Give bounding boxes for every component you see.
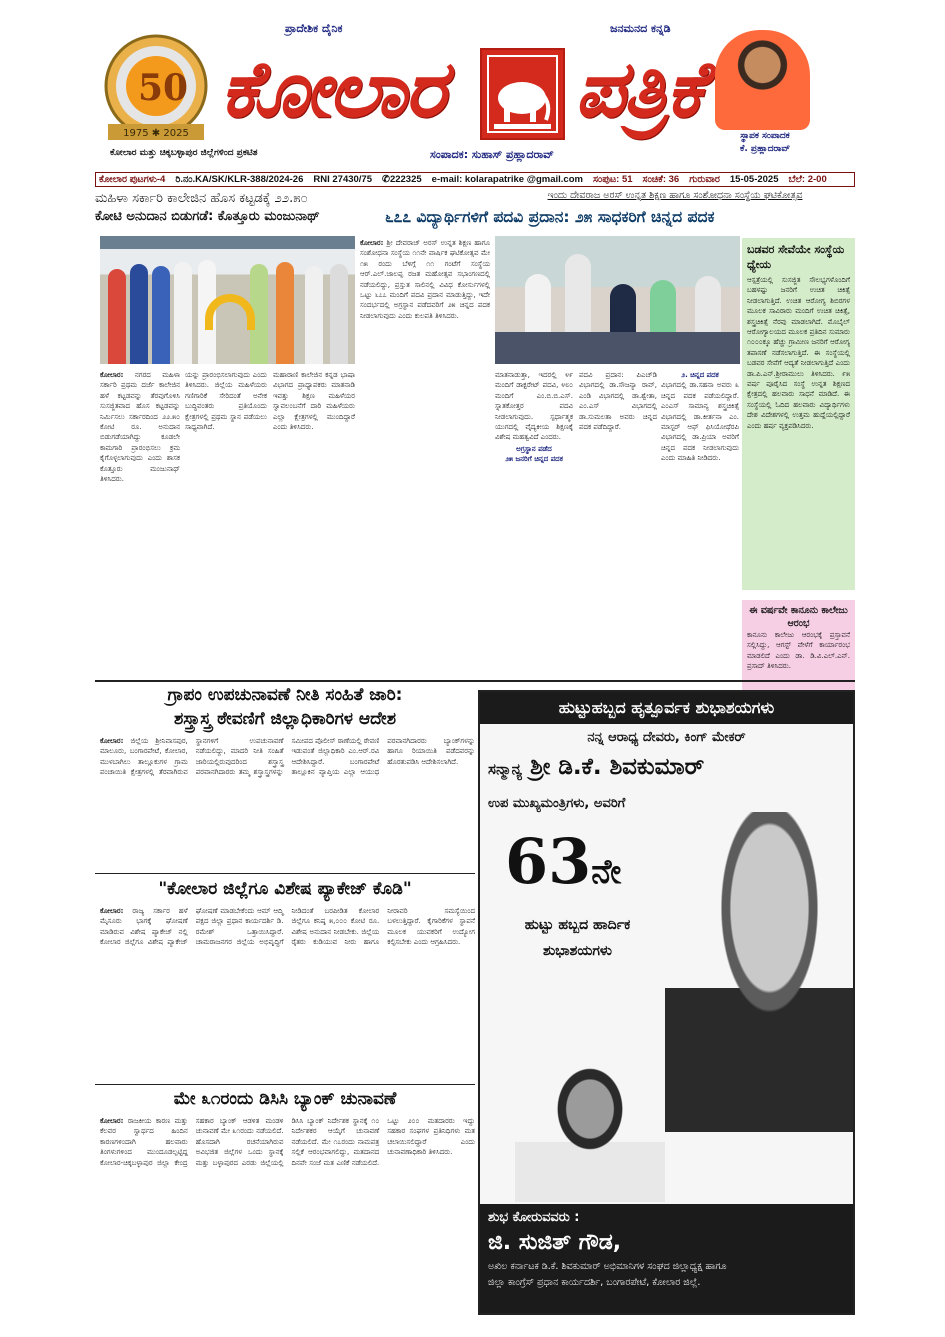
masthead <box>95 20 855 170</box>
newspaper-page <box>95 20 855 1320</box>
ad-intro-line: ನನ್ನ ಆರಾಧ್ಯ ದೇವರು, ಕಿಂಗ್ ಮೇಕರ್ <box>587 730 746 745</box>
story-divider <box>95 1084 475 1085</box>
publication-districts: ಕೋಲಾರ ಮತ್ತು ಚಿಕ್ಕಬಳ್ಳಾಪುರ ಜಿಲ್ಲೆಗಳಿಂದ ಪ್ರಕಟಿತ <box>110 148 258 158</box>
masthead-title-kolara: ಕೋಲಾರ <box>220 44 444 135</box>
ad-wish-line2: ಶುಭಾಶಯಗಳು <box>543 943 612 959</box>
ad-name-main: ಶ್ರೀ ಡಿ.ಕೆ. ಶಿವಕುಮಾರ್ <box>530 754 705 780</box>
service-sidebar-box <box>742 238 855 590</box>
convocation-dais-photo <box>495 236 740 364</box>
ad-from-label: ಶುಭ ಕೋರುವವರು : <box>488 1210 580 1225</box>
ad-designation: ಉಪ ಮುಖ್ಯಮಂತ್ರಿಗಳು, ಅವರಿಗೆ <box>488 796 626 811</box>
election-headline <box>95 683 475 731</box>
registration-number: ರಿ.ನಂ.KA/SK/KLR-388/2024-26 <box>175 174 304 185</box>
edition-pages: ಕೋಲಾರ ಪುಟಗಳು-4 <box>99 174 166 185</box>
elephant-emblem-icon <box>480 48 565 140</box>
college-body-1: ನಗರದ ಮಹಿಳಾ ಸರ್ಕಾರಿ ಪ್ರಥಮ ದರ್ಜೆ ಕಾಲೇಜಿನ ಹಳೆ ಕಟ್ಟಡವನ್ನು ತೆರವುಗೊಳಿಸಿ ಸುಸಜ್ಜಿತವಾದ ಹೊಸ ಕಟ್ಟಡವನ್ನು ನಿರ್ಮಿಸಲು ಸರ್ಕಾರದಿಂದ ೨೨.೫೦ ಕೋಟಿ ರೂ. ಅನುದಾನ ಬಿಡುಗಡೆಯಾಗಿದ್ದು ಕೂಡಲೇ ಕಾಮಗಾರಿ ಪ್ರಾರಂಭಿಸಲು ಕ್ರಮ ಕೈಗೊಳ್ಳಲಾಗುವುದು ಎಂದು ಶಾಸಕ ಕೊತ್ತೂರು ಮಂಜುನಾಥ್ ತಿಳಿಸಿದರು. <box>100 371 180 484</box>
bank-election-headline: ಮೇ ೩೧ರಂದು ಡಿಸಿಸಿ ಬ್ಯಾಂಕ್ ಚುನಾವಣೆ <box>173 1089 397 1109</box>
tagline-regional-daily: ಪ್ರಾದೇಶಿಕ ದೈನಿಕ <box>285 22 343 35</box>
graduation-subhead-3: ೨. ಚಿನ್ನದ ಪದಕ <box>681 371 719 379</box>
election-dateline: ಕೋಲಾರ: <box>100 737 124 745</box>
masthead-title-patrike: ಪತ್ರಿಕೆ <box>575 44 702 135</box>
price: ಬೆಲೆ: 2-00 <box>788 174 827 185</box>
tagline-mirror-of-people: ಜನಮನದ ಕನ್ನಡಿ <box>610 22 671 35</box>
logo-50-text: 50 <box>138 67 189 109</box>
college-story-column-2 <box>185 370 267 675</box>
ad-number-suffix: ನೇ <box>591 852 622 892</box>
college-body-3: ಮಹಾರಾಣಿ ಕಾಲೇಜಿನ ಕನ್ನಡ ಭಾಷಾ ವಿಭಾಗದ ಪ್ರಾಧ್ಯಾಪಕರು ಮಾತನಾಡಿ ಇವತ್ತು ಶಿಕ್ಷಣ ಮಹಿಳೆಯರ ಸ್ವಾವಲಂಬನೆಗೆ ದಾರಿ ಮಹಿಳೆಯರು ಎಲ್ಲಾ ಕ್ಷೇತ್ರಗಳಲ್ಲಿ ಮುಂದಿದ್ದಾರೆ ಎಂದು ತಿಳಿಸಿದರು. <box>273 371 355 432</box>
college-headline-line2: ಕೋಟಿ ಅನುದಾನ ಬಿಡುಗಡೆ: ಕೊತ್ತೂರು ಮಂಜುನಾಥ್ <box>95 209 320 224</box>
birthday-greeting-ad <box>478 690 855 1315</box>
graduation-body-4: ವಿಭಾಗದಲ್ಲಿ ಡಾ.ಸಹನಾ ಅವರು ೩ ಚಿನ್ನದ ಪದಕ ಪಡೆಯಲಿದ್ದಾರೆ. ಎಂಎಸ್ ಸಾಮಾನ್ಯ ಶಸ್ತ್ರಚಿಕಿತ್ಸೆ ವಿಭಾಗದಲ್ಲಿ ಡಾ.ಕೀರ್ತನಾ ಎಂ. ಮಾಸ್ಟರ್ ಆಫ್ ಫಿಸಿಯೋಥೆರಪಿ ವಿಭಾಗದಲ್ಲಿ ಡಾ.ಪ್ರಿಯಾ ಅವರಿಗೆ ಚಿನ್ನದ ಪದಕ ನೀಡಲಾಗುವುದು ಎಂದು ಮಾಹಿತಿ ನೀಡಿದರು. <box>661 381 739 463</box>
graduation-deck: ಇಂದು ದೇವರಾಜ ಅರಸ್ ಉನ್ನತ ಶಿಕ್ಷಣ ಹಾಗೂ ಸಂಶೋಧನಾ ಸಂಸ್ಥೆಯ ಘಟಿಕೋತ್ಸವ <box>547 190 803 201</box>
graduation-subhead-1: ಅಗ್ರಸ್ಥಾನ ಪಡೆದ <box>516 444 552 453</box>
package-story-body <box>100 906 475 1082</box>
bank-body: ರಾಜಕೀಯ ಕಾರಣ ಮತ್ತು ಕೆಲವರ ಸ್ವಾರ್ಥದ ಹಿಂದಿನ ಕಾರಣಗಳಿಂದಾಗಿ ಹಲವಾರು ತಿಂಗಳುಗಳಿಂದ ಮುಂದೂಡಲ್ಪಟ್ಟಿದ್ದ ಕೋಲಾರ-ಚಿಕ್ಕಬಳ್ಳಾಪುರ ಜಿಲ್ಲಾ ಕೇಂದ್ರ ಸಹಕಾರ ಬ್ಯಾಂಕ್ ಆಡಳಿತ ಮಂಡಳಿ ಚುನಾವಣೆ ಮೇ ೩೧ರಂದು ನಡೆಯಲಿದೆ. ಹೊಸದಾಗಿ ರಚನೆಯಾಗಿರುವ ಅವಿಭಜಿತ ಜಿಲ್ಲೆಗಳ ಒಂದು ಸ್ಥಾನಕ್ಕೆ ಮತ್ತು ಬಳ್ಳಾಪುರದ ಎರಡು ಜಿಲ್ಲೆಯಲ್ಲಿ ಡಿಸಿಸಿ ಬ್ಯಾಂಕ್ ನಿರ್ದೇಶಕ ಸ್ಥಾನಕ್ಕೆ ೧೦ ನಿರ್ದೇಶಕರ ಆಯ್ಕೆಗೆ ಚುನಾವಣೆ ನಡೆಯಲಿದೆ. ಮೇ ೧೭ರಂದು ನಾಮಪತ್ರ ಸಲ್ಲಿಕೆ ಆರಂಭವಾಗಲಿದ್ದು, ಮತದಾನದ ದಿನವೇ ಸಂಜೆ ಮತ ಎಣಿಕೆ ನಡೆಯಲಿದೆ. ಒಟ್ಟು ೨೦೦ ಮತದಾರರು ಇದ್ದು ಸಹಕಾರ ಸಂಘಗಳ ಪ್ರತಿನಿಧಿಗಳು ಮತ ಚಲಾಯಿಸಲಿದ್ದಾರೆ ಎಂದು ಚುನಾವಣಾಧಿಕಾರಿ ತಿಳಿಸಿದರು. <box>100 1117 475 1167</box>
package-dateline: ಕೋಲಾರ: <box>100 907 124 915</box>
honoree-photo <box>665 812 855 1132</box>
bank-story-body <box>100 1116 475 1316</box>
weekday: ಗುರುವಾರ <box>689 174 720 185</box>
graduation-column-2 <box>495 370 573 675</box>
graduation-column-1 <box>360 238 490 675</box>
ad-number: 63 <box>505 825 592 898</box>
founder-caption <box>710 130 820 156</box>
package-headline: "ಕೋಲಾರ ಜಿಲ್ಲೆಗೂ ವಿಶೇಷ ಪ್ಯಾಕೇಜ್ ಕೊಡಿ" <box>158 879 412 899</box>
logo-years-text: 1975 ✱ 2025 <box>123 128 189 139</box>
graduation-body-1: ಶ್ರೀ ದೇವರಾಜ್ ಅರಸ್ ಉನ್ನತ ಶಿಕ್ಷಣ ಹಾಗೂ ಸಂಶೋಧನಾ ಸಂಸ್ಥೆಯ ೧೧ನೇ ವಾರ್ಷಿಕ ಘಟಿಕೋತ್ಸವ ಮೇ ೧೫ ರಂದು ಬೆಳಿಗ್ಗೆ ೧೧ ಗಂಟೆಗೆ ಸಂಸ್ಥೆಯ ಆರ್.ಎಲ್.ಜಾಲಪ್ಪ ರಜತ ಮಹೋತ್ಸವ ಸಭಾಂಗಣದಲ್ಲಿ ನಡೆಯಲಿದ್ದು, ಪ್ರಸ್ತುತ ಸಾಲಿನಲ್ಲಿ ವಿವಿಧ ಕೋರ್ಸುಗಳಲ್ಲಿ ಒಟ್ಟು ೬೭೭ ಮಂದಿಗೆ ಪದವಿ ಪ್ರದಾನ ಮಾಡುತ್ತಿದ್ದು, ಇದೇ ಸಂದರ್ಭದಲ್ಲಿ ಅಗ್ರಸ್ಥಾನ ಪಡೆದವರಿಗೆ ೨೫ ಚಿನ್ನದ ಪದಕ ನೀಡಲಾಗುವುದು ಎಂದು ಕುಲಪತಿ ತಿಳಿಸಿದರು. <box>360 239 490 320</box>
graduation-subhead-2: ೨೫ ಜನರಿಗೆ ಚಿನ್ನದ ಪದಕ <box>505 455 563 464</box>
election-headline-line2: ಶಸ್ತ್ರಾಸ್ತ್ರ ಠೇವಣಿಗೆ ಜಿಲ್ಲಾಧಿಕಾರಿಗಳ ಆದೇಶ <box>173 709 397 729</box>
graduation-body-3: ಪದವಿ ಪ್ರದಾನ: ಪಿಎಚ್‌ಡಿ ವಿಭಾಗದಲ್ಲಿ ಡಾ.ಸೌಜನ್ಯಾ ರಾವ್, ಎಂಡಿ ವಿಭಾಗದಲ್ಲಿ ಡಾ.ಶ್ವೇತಾ, ಎಂ.ಎಸ್ ವಿಭಾಗದಲ್ಲಿ ಡಾ.ಸುಮಲತಾ ಅವರು ಚಿನ್ನದ ಪದಕ ಪಡೆದಿದ್ದಾರೆ. <box>579 371 657 432</box>
package-body: ರಾಜ್ಯ ಸರ್ಕಾರ ಹಳೆ ಮೈಸೂರು ಭಾಗಕ್ಕೆ ಘೋಷಣೆ ಮಾಡಿರುವ ವಿಶೇಷ ಪ್ಯಾಕೇಜ್ ನಲ್ಲಿ ಕೋಲಾರ ಜಿಲ್ಲೆಗೂ ವಿಶೇಷ ಪ್ಯಾಕೇಜ್ ಘೋಷಣೆ ಮಾಡಬೇಕೆಂದು ಆಮ್ ಆದ್ಮಿ ಪಕ್ಷದ ಜಿಲ್ಲಾ ಪ್ರಧಾನ ಕಾರ್ಯದರ್ಶಿ ಡಿ. ರಮೇಶ್ ಒತ್ತಾಯಿಸಿದ್ದಾರೆ. ಚಾಮರಾಜನಗರ ಜಿಲ್ಲೆಯ ಅಭಿವೃದ್ಧಿಗೆ ನೀಡಿದಂತೆ ಬರಪೀಡಿತ ಕೋಲಾರ ಜಿಲ್ಲೆಗೂ ಕನಿಷ್ಠ ೫,೦೦೦ ಕೋಟಿ ರೂ. ವಿಶೇಷ ಅನುದಾನ ನೀಡಬೇಕು. ಜಿಲ್ಲೆಯ ರೈತರು ಕುಡಿಯುವ ನೀರು ಹಾಗೂ ನೀರಾವರಿ ಸಮಸ್ಯೆಯಿಂದ ಬಳಲುತ್ತಿದ್ದಾರೆ. ಕೈಗಾರಿಕೆಗಳ ಸ್ಥಾಪನೆ ಮೂಲಕ ಯುವಕರಿಗೆ ಉದ್ಯೋಗ ಕಲ್ಪಿಸಬೇಕು ಎಂದು ಆಗ್ರಹಿಸಿದರು. <box>100 907 475 947</box>
email-address[interactable]: e-mail: kolarapatrike @gmail.com <box>431 174 583 185</box>
issue-date: 15-05-2025 <box>729 174 779 185</box>
rni-number: RNI 27430/75 <box>313 174 372 185</box>
college-body-2: ಯನ್ನು ಪ್ರಾರಂಭಿಸಲಾಗುವುದು ಎಂದು ತಿಳಿಸಿದರು. ಜಿಲ್ಲೆಯ ಮಹಿಳೆಯರು ಗಣಿಗಾರಿಕೆ ಸೇರಿದಂತೆ ಅನೇಕ ಬುದ್ಧಿವಂತರು ಪ್ರತಿಯೊಂದು ಕ್ಷೇತ್ರಗಳಲ್ಲಿ ಪ್ರಥಮ ಸ್ಥಾನ ಪಡೆಯಲು ಸಾಧ್ಯವಾಗಿದೆ. <box>185 371 267 432</box>
ad-birthday-number <box>505 822 621 912</box>
founder-editor-photo <box>715 30 810 130</box>
ad-banner: ಹುಟ್ಟುಹಬ್ಬದ ಹೃತ್ಪೂರ್ವಕ ಶುಭಾಶಯಗಳು <box>480 692 853 724</box>
election-story-body <box>100 736 475 868</box>
lamp-lighting-photo <box>100 236 355 364</box>
phone-number: ✆222325 <box>382 174 422 185</box>
section-divider <box>95 680 855 682</box>
college-story-column-3 <box>273 370 355 675</box>
graduation-dateline: ಕೋಲಾರ: <box>360 239 384 247</box>
graduation-column-4 <box>661 370 739 675</box>
law-college-sidebar-title: ಈ ವರ್ಷವೇ ಕಾನೂನು ಕಾಲೇಜು ಆರಂಭ <box>749 605 848 629</box>
ad-wishes <box>490 912 665 964</box>
ad-wish-line1: ಹುಟ್ಟು ಹಬ್ಬದ ಹಾರ್ದಿಕ <box>524 917 631 933</box>
graduation-column-3 <box>579 370 657 675</box>
founder-role: ಸ್ಥಾಪಕ ಸಂಪಾದಕ <box>740 131 790 141</box>
founder-name: ಕೆ. ಪ್ರಹ್ಲಾದರಾವ್ <box>739 144 791 154</box>
story-divider <box>95 873 475 874</box>
election-body: ಜಿಲ್ಲೆಯ ಶ್ರೀನಿವಾಸಪುರ, ಮಾಲೂರು, ಬಂಗಾರಪೇಟೆ, ಕೋಲಾರ, ಮುಳಬಾಗಿಲು ತಾಲ್ಲೂಕುಗಳ ಗ್ರಾಮ ಪಂಚಾಯಿತಿ ಕ್ಷೇತ್ರಗಳಲ್ಲಿ ತೆರವಾಗಿರುವ ಸ್ಥಾನಗಳಿಗೆ ಉಪಚುನಾವಣೆ ನಡೆಯಲಿದ್ದು, ಮಾದರಿ ನೀತಿ ಸಂಹಿತೆ ಜಾರಿಯಲ್ಲಿರುವುದರಿಂದ ಶಸ್ತ್ರಾಸ್ತ್ರ ಪರವಾನಗಿದಾರರು ತಮ್ಮ ಶಸ್ತ್ರಾಸ್ತ್ರಗಳನ್ನು ಸಮೀಪದ ಪೊಲೀಸ್ ಠಾಣೆಯಲ್ಲಿ ಠೇವಣಿ ಇಡುವಂತೆ ಜಿಲ್ಲಾಧಿಕಾರಿ ಎಂ.ಆರ್.ರವಿ ಆದೇಶಿಸಿದ್ದಾರೆ. ಬಂಗಾರಪೇಟೆ ತಾಲ್ಲೂಕಿನ ವ್ಯಾಪ್ತಿಯ ಎಲ್ಲಾ ಆಯುಧ ಪರವಾನಗಿದಾರರು ಬ್ಯಾಂಕ್‌ಗಳನ್ನು ಹಾಗೂ ರಿಯಾಯಿತಿ ಪಡೆದವರನ್ನು ಹೊರತುಪಡಿಸಿ ಆದೇಶಿಸಲಾಗಿದೆ. <box>100 737 475 777</box>
ad-from-title-2: ಜಿಲ್ಲಾ ಕಾಂಗ್ರೆಸ್ ಪ್ರಧಾನ ಕಾರ್ಯದರ್ಶಿ, ಬಂಗಾರಪೇಟೆ, ಕೋಲಾರ ಜಿಲ್ಲೆ. <box>488 1277 701 1288</box>
college-dateline: ಕೋಲಾರ: <box>100 371 124 379</box>
issue-number: ಸಂಚಿಕೆ: 36 <box>642 174 680 185</box>
bank-dateline: ಕೋಲಾರ: <box>100 1117 124 1125</box>
edition-info-bar <box>95 172 855 187</box>
ad-name-prefix: ಸನ್ಮಾನ್ಯ <box>488 760 523 778</box>
ad-from-title-1: ಅಖಿಲ ಕರ್ನಾಟಕ ಡಿ.ಕೆ. ಶಿವಕುಮಾರ್ ಅಭಿಮಾನಿಗಳ ಸಂಘದ ಜಿಲ್ಲಾಧ್ಯಕ್ಷ ಹಾಗೂ <box>488 1261 727 1272</box>
volume-number: ಸಂಪುಟ: 51 <box>592 174 633 185</box>
graduation-body-2: ಮಾತನಾಡುತ್ತಾ, ಇದರಲ್ಲಿ ೪೯ ಮಂದಿಗೆ ಡಾಕ್ಟರೇಟ್ ಪದವಿ, ೪೮೦ ಮಂದಿಗೆ ಎಂ.ಬಿ.ಬಿ.ಎಸ್. ಸ್ನಾತಕೋತ್ತರ ಪದವಿ ನೀಡಲಾಗುವುದು. ಸ್ಪರ್ಧಾತ್ಮಕ ಯುಗದಲ್ಲಿ ವೈದ್ಯಕೀಯ ಶಿಕ್ಷಣಕ್ಕೆ ವಿಶೇಷ ಮಹತ್ವವಿದೆ ಎಂದರು. <box>495 371 573 442</box>
college-headline-line1: ಮಹಿಳಾ ಸರ್ಕಾರಿ ಕಾಲೇಜಿನ ಹೊಸ ಕಟ್ಟಡಕ್ಕೆ ೨೨.೫೦ <box>95 191 308 206</box>
law-college-sidebar-body: ಕಾನೂನು ಕಾಲೇಜು ಆರಂಭಕ್ಕೆ ಪ್ರಸ್ತಾವನೆ ಸಲ್ಲಿಸಿದ್ದು, ಆಗಸ್ಟ್ ವೇಳೆಗೆ ಕಾರ್ಯಾರಂಭ ಮಾಡಲಿದೆ ಎಂದು ಡಾ. ಡಿ.ವಿ.ಎಲ್.ಎನ್. ಪ್ರಸಾದ್ ತಿಳಿಸಿದರು. <box>747 631 850 671</box>
college-story-column-1 <box>100 370 180 675</box>
election-headline-line1: ಗ್ರಾಪಂ ಉಪಚುನಾವಣೆ ನೀತಿ ಸಂಹಿತೆ ಜಾರಿ: <box>167 685 403 705</box>
service-sidebar-title: ಬಡವರ ಸೇವೆಯೇ ಸಂಸ್ಥೆಯ ಧ್ಯೇಯ <box>747 243 845 271</box>
golden-jubilee-logo-icon <box>100 28 212 148</box>
editor-credit: ಸಂಪಾದಕ: ಸುಹಾಸ್ ಪ್ರಹ್ಲಾದರಾವ್ <box>430 148 554 161</box>
graduation-headline: ೬೭೭ ವಿದ್ಯಾರ್ಥಿಗಳಿಗೆ ಪದವಿ ಪ್ರದಾನ: ೨೫ ಸಾಧಕರಿಗೆ ಚಿನ್ನದ ಪದಕ <box>385 208 715 226</box>
well-wisher-photo <box>515 1052 665 1202</box>
college-story-headline <box>95 190 435 226</box>
ad-from-name: ಜಿ. ಸುಜಿತ್ ಗೌಡ, <box>488 1230 622 1255</box>
ad-footer <box>480 1204 853 1315</box>
service-sidebar-body: ಆಸ್ಪತ್ರೆಯಲ್ಲಿ ಸುಸಜ್ಜಿತ ಸೌಲಭ್ಯಗಳೊಂದಿಗೆ ಬಹಳಷ್ಟು ಜನರಿಗೆ ಉಚಿತ ಚಿಕಿತ್ಸೆ ನೀಡಲಾಗುತ್ತಿದೆ. ಉಚಿತ ಆರೋಗ್ಯ ಶಿಬಿರಗಳ ಮೂಲಕ ಸಾವಿರಾರು ಮಂದಿಗೆ ಉಚಿತ ಚಿಕಿತ್ಸೆ, ಶಸ್ತ್ರಚಿಕಿತ್ಸೆ ನೆರವು ಮಾಡಲಾಗಿದೆ. ಮೊಬೈಲ್ ಆರೋಗ್ಯಾಲಯದ ಮೂಲಕ ಪ್ರತಿದಿನ ಸುಮಾರು ೧೦೦೦ಕ್ಕೂ ಹೆಚ್ಚು ಗ್ರಾಮೀಣ ಜನರಿಗೆ ಆರೋಗ್ಯ ತಪಾಸಣೆ ನಡೆಸಲಾಗುತ್ತಿದೆ. ಈ ಸಂಸ್ಥೆಯಲ್ಲಿ ಬಡವರ ಸೇವೆಗೆ ಆದ್ಯತೆ ನೀಡಲಾಗುತ್ತಿದೆ ಎಂದು ಡಾ.ಪಿ.ಎನ್.ಶ್ರೀರಾಮುಲು ತಿಳಿಸಿದರು. ೯೫ ವರ್ಷ ಪೂರೈಸಿದ ಸಂಸ್ಥೆ ಉನ್ನತ ಶಿಕ್ಷಣದ ಕ್ಷೇತ್ರದಲ್ಲಿ ಹಲವಾರು ಸಾಧನೆ ಮಾಡಿದೆ. ಈ ಸಂಸ್ಥೆಯಲ್ಲಿ ಓದಿದ ಹಲವಾರು ವಿದ್ಯಾರ್ಥಿಗಳು ದೇಶ ವಿದೇಶಗಳಲ್ಲಿ ಉತ್ತಮ ಹುದ್ದೆಯಲ್ಲಿದ್ದಾರೆ ಎಂದು ಹರ್ಷ ವ್ಯಕ್ತಪಡಿಸಿದರು. <box>747 276 850 430</box>
ad-honoree-name <box>488 754 848 780</box>
